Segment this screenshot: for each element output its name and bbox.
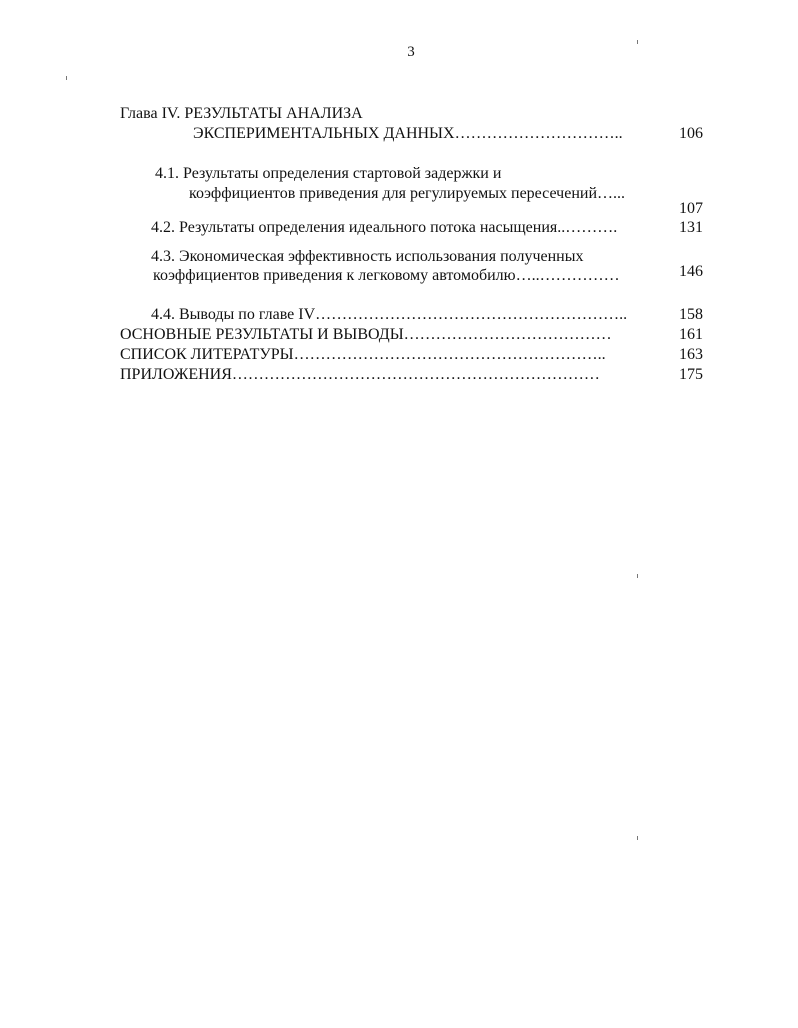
toc-section-4-1-line2: коэффициентов приведения для регулируемых пересечений…... [189,185,626,202]
toc-section-4-3-line2: коэффициентов приведения к легковому автомобилю…..…………… [153,267,620,284]
toc-appendix: ПРИЛОЖЕНИЯ…………………………………………………………… [120,366,600,383]
scan-speck [637,40,638,44]
toc-section-4-3-page: 146 [679,263,703,280]
toc-chapter-4-title-line2: ЭКСПЕРИМЕНТАЛЬНЫХ ДАННЫХ………………………….. [193,125,623,142]
toc-section-4-4: 4.4. Выводы по главе IV………………………………………………….. [151,306,628,323]
toc-literature: СПИСОК ЛИТЕРАТУРЫ………………………………………………….. [120,346,606,363]
toc-section-4-4-page: 158 [679,306,703,323]
toc-chapter-4-title-line1: Глава IV. РЕЗУЛЬТАТЫ АНАЛИЗА [120,105,363,122]
toc-section-4-3-line1: 4.3. Экономическая эффективность использования полученных [151,248,584,265]
toc-section-4-2: 4.2. Результаты определения идеального потока насыщения..………. [151,219,618,236]
toc-appendix-page: 175 [679,366,703,383]
toc-literature-page: 163 [679,346,703,363]
toc-main-results: ОСНОВНЫЕ РЕЗУЛЬТАТЫ И ВЫВОДЫ………………………………… [120,326,612,343]
toc-section-4-2-page: 131 [679,219,703,236]
scan-speck [637,836,638,840]
toc-section-4-1-line1: 4.1. Результаты определения стартовой задержки и [155,165,502,182]
scan-speck [637,574,638,578]
toc-section-4-1-page: 107 [679,200,703,217]
toc-main-results-page: 161 [679,326,703,343]
scan-speck [66,76,67,80]
toc-chapter-4-page: 106 [679,125,703,142]
page-number: 3 [407,44,415,60]
